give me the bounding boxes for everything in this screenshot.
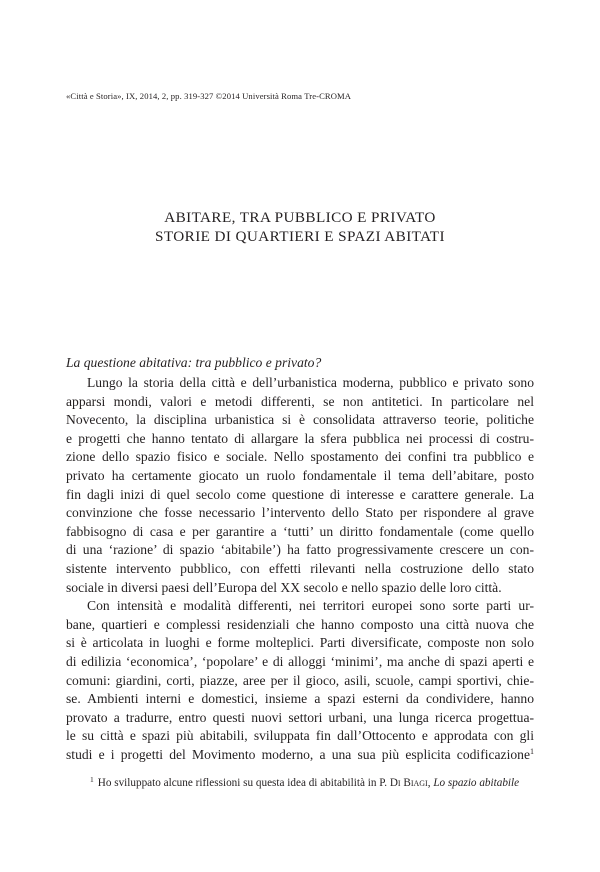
text-line: zione dello spazio fisico e sociale. Nello spostamento dei confini tra pubblico e <box>66 449 534 465</box>
text-line: provato a tradurre, entro questi nuovi settori urbani, una lunga ricerca progettua- <box>66 709 534 725</box>
text-line-with-note <box>66 746 534 765</box>
text-line: e progetti che hanno tentato di allargare la sfera pubblica nei processi di costru- <box>66 430 534 446</box>
footnote-text: Ho sviluppato alcune riflessioni su questa idea di abitabilità in P. <box>97 777 390 789</box>
text-line: bane, quartieri e complessi residenziali che hanno composto una città nuova che <box>66 616 534 632</box>
footnote-author: Di Biagi <box>389 777 428 789</box>
text-line: sociale in diversi paesi dell’Europa del XX secolo e nello spazio delle loro città. <box>66 579 502 595</box>
article-title <box>0 208 600 246</box>
text-line: fin dagli inizi di quel secolo come questione di interesse e carattere generale. La <box>66 486 534 502</box>
footnote-separator: , <box>427 777 434 789</box>
text-line: studi e i progetti del Movimento moderno, a una sua più esplicita codificazione <box>66 746 530 762</box>
text-line: privato ha certamente giocato un ruolo fondamentale il tema dell’abitare, posto <box>66 467 534 483</box>
text-line: Novecento, la disciplina urbanistica si è consolidata attraverso teorie, politiche <box>66 412 534 428</box>
footnote <box>90 777 519 789</box>
paragraph-2 <box>66 597 534 764</box>
text-line: si è articolata in luoghi e forme molteplici. Parti diversificate, composte non solo <box>66 635 534 651</box>
text-line: fabbisogno di casa e per garantire a ‘tutti’ un diritto fondamentale (come quello <box>66 523 534 539</box>
text-line: di una ‘razione’ di spazio ‘abitabile’) ha fatto progressivamente crescere un con- <box>66 542 534 558</box>
text-line: sistente intervento pubblico, con effetti rilevanti nella costruzione dello stato <box>66 560 534 576</box>
text-line: se. Ambienti interni e domestici, insieme a spazi esterni da condividere, hanno <box>66 691 534 707</box>
article-body <box>66 374 534 764</box>
text-line: Con intensità e modalità differenti, nei territori europei sono sorte parti ur- <box>87 598 534 614</box>
footnote-work: Lo spazio abitabile <box>433 777 520 789</box>
text-line: convinzione che fosse necessario l’intervento dello Stato per rispondere al grave <box>66 505 534 521</box>
footnote-reference[interactable]: 1 <box>530 746 534 756</box>
footnote-number: 1 <box>90 775 94 784</box>
title-line-1: ABITARE, TRA PUBBLICO E PRIVATO <box>164 209 436 226</box>
journal-citation: «Città e Storia», IX, 2014, 2, pp. 319-327 ©2014 Università Roma Tre-CROMA <box>66 91 352 101</box>
title-line-2: STORIE DI QUARTIERI E SPAZI ABITATI <box>155 228 445 245</box>
text-line: le su città e spazi più abitabili, sviluppata fin dall’Ottocento e approdata con gli <box>66 728 534 744</box>
text-line: di edilizia ‘economica’, ‘popolare’ e di alloggi ‘minimi’, ma anche di spazi aperti e <box>66 653 534 669</box>
section-heading: La questione abitativa: tra pubblico e privato? <box>66 355 322 370</box>
text-line: Lungo la storia della città e dell’urbanistica moderna, pubblico e privato sono <box>87 375 534 390</box>
text-line: apparsi mondi, valori e metodi differenti, se non antitetici. In particolare nel <box>66 393 534 409</box>
text-line: comuni: giardini, corti, piazze, aree per il gioco, asili, scuole, campi sportivi, chie- <box>66 672 534 688</box>
paragraph-1 <box>66 374 534 597</box>
